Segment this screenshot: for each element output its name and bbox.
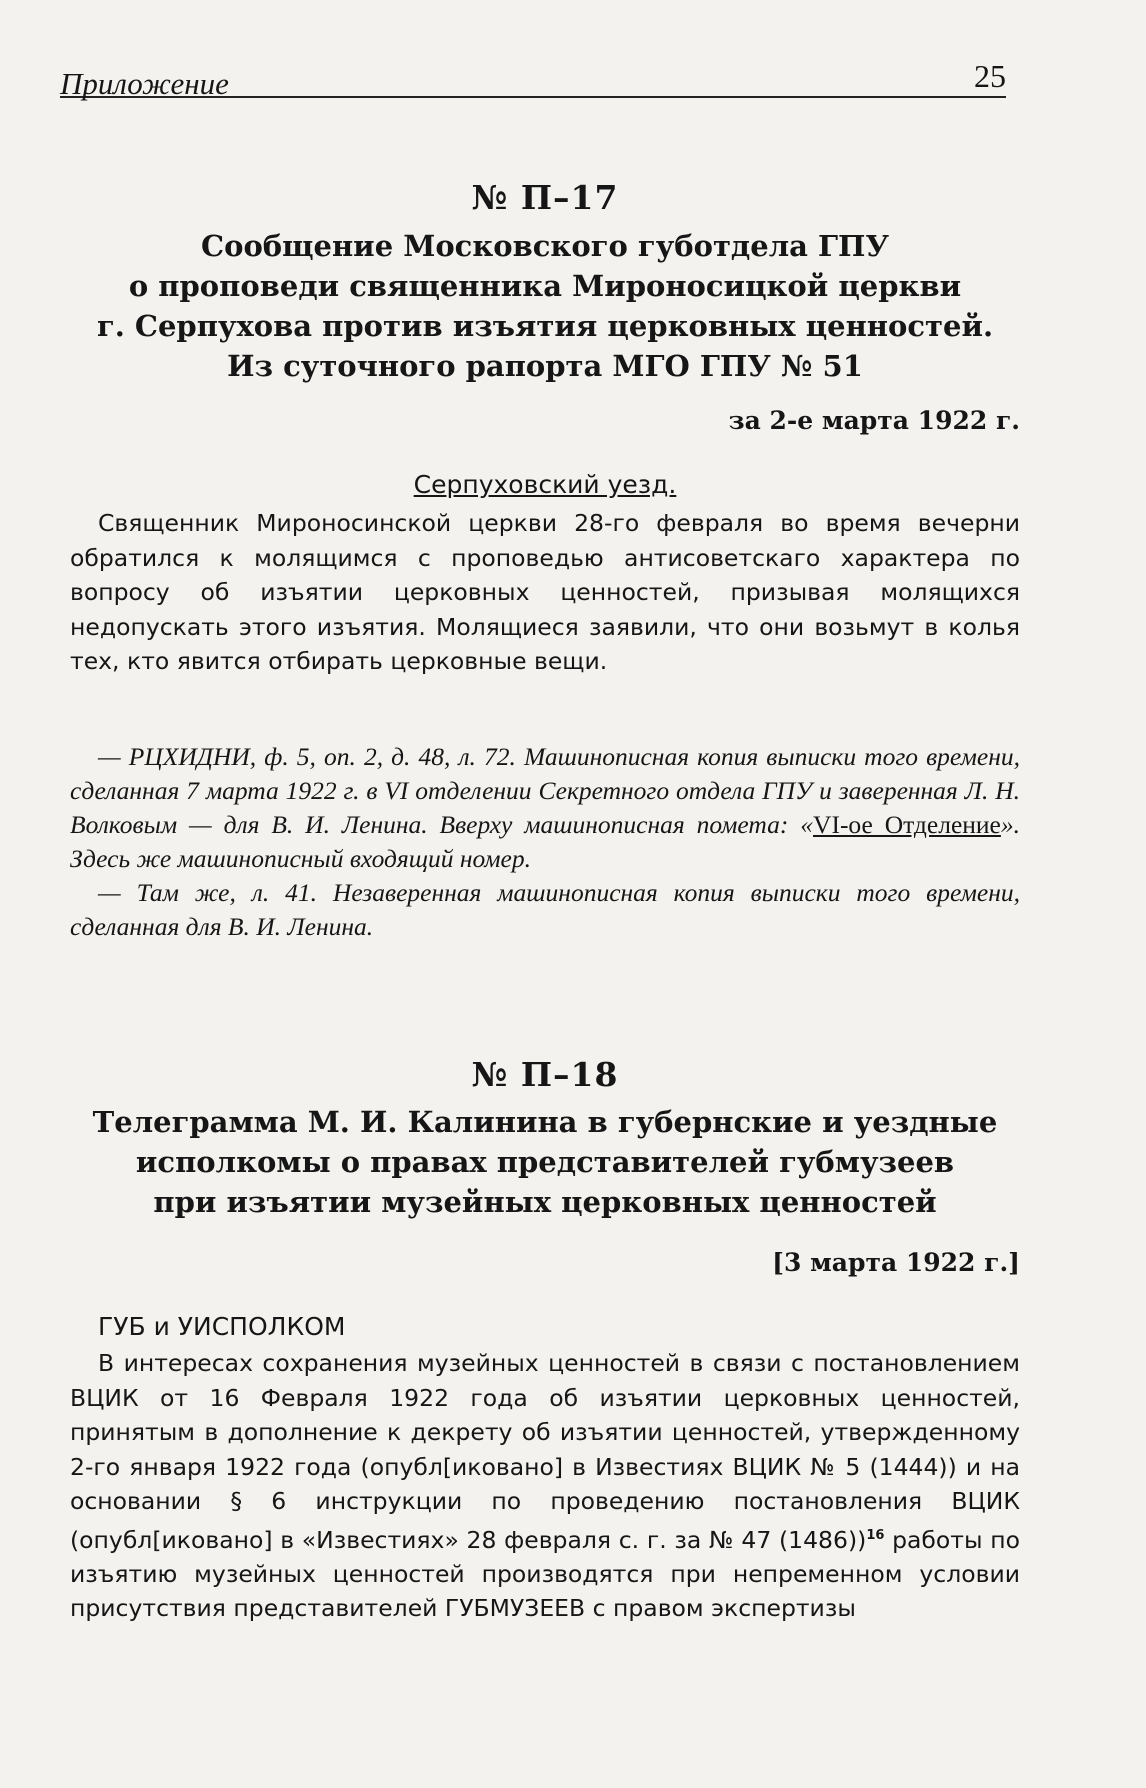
footnote-mark: 16 [866, 1527, 885, 1543]
doc18-title [70, 1102, 1020, 1222]
doc18-addressee-block [70, 1310, 1020, 1345]
doc18-title-line: исполкомы о правах представителей губмузеев [135, 1145, 955, 1179]
doc18-body-text: работы по изъятию музейных ценностей производятся при непременном условии присутствия представителей ГУБМУЗЕЕВ с правом экспертизы [70, 1525, 1021, 1623]
doc17-title-line: г. Серпухова против изъятия церковных ценностей. [96, 309, 994, 343]
doc17-body: Священник Мироносинской церкви 28-го февраля во время вечерни обратился к молящимся с проповедью антисоветскаго характера по вопросу об изъятии церковных ценностей, призывая молящихся недопускать этого изъятия. Молящиеся заявили, что они возьмут в колья тех, кто явится отбирать церковные вещи. [70, 509, 1020, 675]
doc17-title-line: о проповеди священника Мироносицкой церкви [128, 269, 962, 303]
doc17-source-note-2: — Там же, л. 41. Незаверенная машинописная копия выписки того времени, сделанная для В. И. Ленина. [70, 878, 1020, 941]
doc18-title-line: Телеграмма М. И. Калинина в губернские и уездные [92, 1105, 998, 1139]
source-note-text: ». Здесь же машинописный входящий номер. [70, 810, 1020, 873]
doc17-number: № П–17 [471, 178, 619, 217]
doc18-body-block [70, 1346, 1020, 1626]
doc17-title-line: Сообщение Московского губотдела ГПУ [201, 229, 889, 263]
running-header [60, 58, 1006, 101]
doc17-title-line: Из суточного рапорта МГО ГПУ № 51 [227, 349, 863, 383]
doc17-sources [70, 740, 1020, 944]
doc17-district: Серпуховский уезд. [413, 470, 677, 499]
doc17-source-note-1 [70, 740, 1020, 876]
source-note-text: — РЦХИДНИ, ф. 5, оп. 2, д. 48, л. 72. Машинописная копия выписки того времени, сделанная 7 марта 1922 г. в VI отделении Секретного отдела ГПУ и заверенная Л. Н. Волковым — для В. И. Ленина. Вверху машинописная помета: « [70, 742, 1020, 839]
running-title: Приложение [60, 66, 229, 101]
doc18-title-line: при изъятии музейных церковных ценностей [153, 1185, 937, 1219]
doc17-date: за 2-е марта 1922 г. [728, 406, 1020, 435]
doc18-addressee: ГУБ и УИСПОЛКОМ [98, 1312, 346, 1341]
doc18-date: [3 марта 1922 г.] [772, 1248, 1020, 1277]
page-number: 25 [974, 58, 1006, 94]
doc18-number: № П–18 [471, 1055, 619, 1094]
doc17-body-block [70, 506, 1020, 679]
doc17-title [70, 226, 1020, 386]
doc18-body-text: В интересах сохранения музейных ценностей в связи с постановлением ВЦИК от 16 Февраля 1922 года об изъятии церковных ценностей, принятым в дополнение к декрету об изъятии ценностей, утвержденному 2-го января 1922 года (опубл[иковано] в Известиях ВЦИК № 5 (1444)) и на основании § 6 инструкции по проведению постановления ВЦИК (опубл[иковано] в «Известиях» 28 февраля с. г. за № 47 (1486)) [70, 1349, 1020, 1554]
doc18-body [70, 1346, 1020, 1626]
source-note-underlined: VI-ое Отделение [813, 810, 1001, 839]
